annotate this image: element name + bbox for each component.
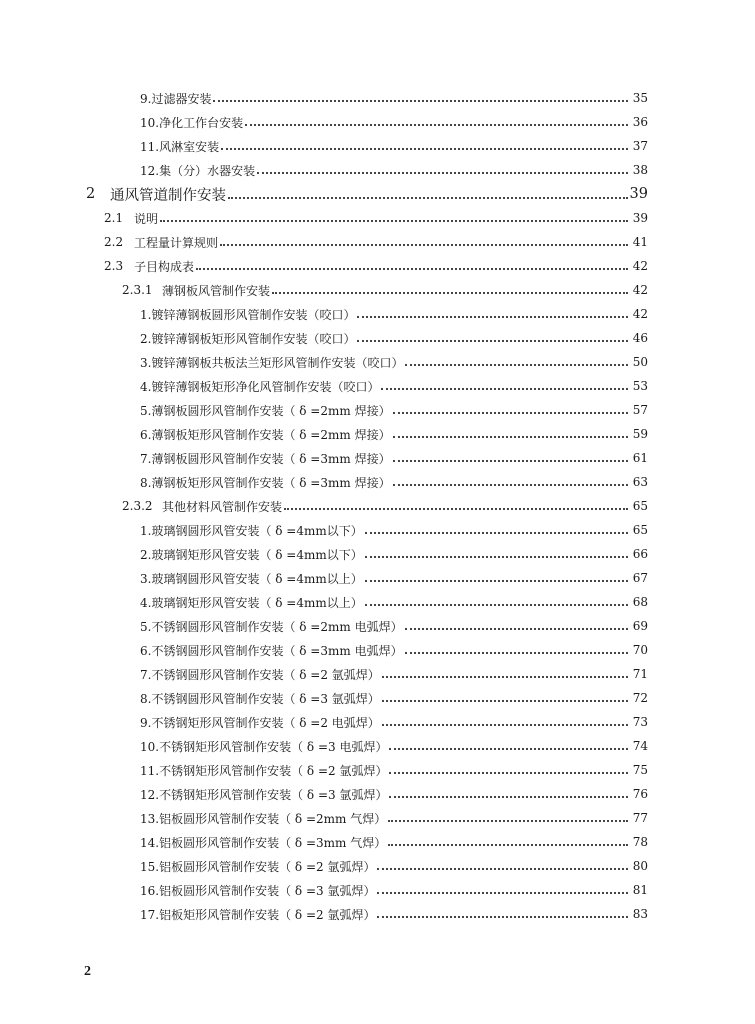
toc-entry-number: 2.1 <box>104 211 124 225</box>
toc-entry-page: 69 <box>632 619 648 633</box>
toc-entry-page: 81 <box>632 883 648 897</box>
toc-entry[interactable] <box>140 712 648 732</box>
toc-entry-page: 72 <box>632 691 648 705</box>
toc-entry-title: 6.不锈钢圆形风管制作安装（ δ =3mm 电弧焊） <box>140 643 403 658</box>
toc-entry[interactable] <box>140 400 648 420</box>
toc-entry-page: 66 <box>632 547 648 561</box>
toc-entry[interactable] <box>140 784 648 804</box>
toc-entry-number: 2.3 <box>104 259 124 273</box>
toc-dot-leader <box>405 652 628 654</box>
toc-entry[interactable] <box>140 568 648 588</box>
toc-dot-leader <box>389 748 628 750</box>
toc-entry-page: 42 <box>632 283 648 297</box>
toc-dot-leader <box>284 508 628 510</box>
toc-entry-title: 10.不锈钢矩形风管制作安装（ δ =3 电弧焊） <box>140 739 388 754</box>
toc-dot-leader <box>389 772 628 774</box>
toc-dot-leader <box>365 580 628 582</box>
toc-entry-title: 17.铝板矩形风管制作安装（ δ =2 氩弧焊） <box>140 907 376 922</box>
toc-dot-leader <box>357 316 628 318</box>
toc-entry[interactable] <box>104 208 648 228</box>
toc-entry-title: 16.铝板圆形风管制作安装（ δ =3 氩弧焊） <box>140 883 376 898</box>
toc-entry-page: 57 <box>632 403 648 417</box>
toc-dot-leader <box>365 532 628 534</box>
toc-entry-title: 工程量计算规则 <box>134 235 219 250</box>
toc-dot-leader <box>377 892 628 894</box>
toc-entry-page: 70 <box>632 643 648 657</box>
toc-dot-leader <box>377 916 628 918</box>
toc-entry-page: 74 <box>632 739 648 753</box>
toc-entry[interactable] <box>104 232 648 252</box>
toc-entry[interactable] <box>86 184 648 204</box>
toc-dot-leader <box>221 148 628 150</box>
toc-entry-page: 42 <box>632 259 648 273</box>
toc-dot-leader <box>405 628 628 630</box>
toc-entry-page: 77 <box>632 811 648 825</box>
toc-entry[interactable] <box>140 688 648 708</box>
toc-entry-page: 39 <box>629 186 648 202</box>
toc-dot-leader <box>382 676 628 678</box>
toc-entry[interactable] <box>140 904 648 924</box>
toc-entry-page: 41 <box>632 235 648 249</box>
toc-dot-leader <box>365 556 628 558</box>
toc-entry[interactable] <box>140 472 648 492</box>
toc-entry-page: 65 <box>632 499 648 513</box>
toc-entry[interactable] <box>140 136 648 156</box>
toc-entry[interactable] <box>140 376 648 396</box>
toc-entry-title: 11.不锈钢矩形风管制作安装（ δ =2 氩弧焊） <box>140 763 388 778</box>
toc-dot-leader <box>388 820 628 822</box>
toc-entry-title: 15.铝板圆形风管制作安装（ δ =2 氩弧焊） <box>140 859 376 874</box>
toc-dot-leader <box>357 340 628 342</box>
toc-dot-leader <box>382 700 628 702</box>
toc-entry[interactable] <box>140 808 648 828</box>
toc-entry-page: 39 <box>632 211 648 225</box>
toc-entry-title: 薄钢板风管制作安装 <box>162 283 271 298</box>
toc-entry-number: 2.3.2 <box>122 499 153 513</box>
toc-entry[interactable] <box>122 280 648 300</box>
toc-entry[interactable] <box>122 496 648 516</box>
toc-entry-page: 83 <box>632 907 648 921</box>
toc-entry[interactable] <box>140 592 648 612</box>
toc-dot-leader <box>393 484 628 486</box>
toc-entry-page: 35 <box>632 91 648 105</box>
toc-entry-page: 36 <box>632 115 648 129</box>
toc-entry-page: 38 <box>632 163 648 177</box>
toc-entry[interactable] <box>140 352 648 372</box>
toc-entry-page: 76 <box>632 787 648 801</box>
toc-dot-leader <box>228 197 628 199</box>
toc-entry-title: 其他材料风管制作安装 <box>162 499 283 514</box>
toc-entry-page: 71 <box>632 667 648 681</box>
toc-dot-leader <box>388 844 628 846</box>
toc-entry-title: 3.玻璃钢圆形风管安装（ δ =4mm以上） <box>140 571 363 586</box>
toc-dot-leader <box>196 268 628 270</box>
toc-entry[interactable] <box>140 760 648 780</box>
toc-entry-title: 1.玻璃钢圆形风管安装（ δ =4mm以下） <box>140 523 363 538</box>
toc-entry[interactable] <box>140 160 648 180</box>
toc-dot-leader <box>365 604 628 606</box>
toc-entry-page: 68 <box>632 595 648 609</box>
toc-entry[interactable] <box>140 616 648 636</box>
toc-dot-leader <box>377 868 628 870</box>
toc-entry-title: 子目构成表 <box>134 259 195 274</box>
toc-entry-page: 50 <box>632 355 648 369</box>
toc-dot-leader <box>213 100 628 102</box>
toc-dot-leader <box>381 388 628 390</box>
toc-entry-title: 12.集（分）水器安装 <box>140 163 256 178</box>
toc-dot-leader <box>393 460 628 462</box>
toc-entry-page: 75 <box>632 763 648 777</box>
toc-entry[interactable] <box>140 328 648 348</box>
toc-dot-leader <box>393 436 628 438</box>
toc-entry-page: 67 <box>632 571 648 585</box>
toc-entry-page: 73 <box>632 715 648 729</box>
toc-entry[interactable] <box>140 88 648 108</box>
toc-entry-page: 46 <box>632 331 648 345</box>
toc-dot-leader <box>220 244 628 246</box>
toc-entry-title: 4.镀锌薄钢板矩形净化风管制作安装（咬口） <box>140 379 380 394</box>
toc-entry-number: 2.3.1 <box>122 283 153 297</box>
toc-entry-title: 1.镀锌薄钢板圆形风管制作安装（咬口） <box>140 307 356 322</box>
toc-entry-title: 说明 <box>134 211 159 226</box>
toc-dot-leader <box>405 364 628 366</box>
toc-entry-page: 65 <box>632 523 648 537</box>
toc-entry-page: 63 <box>632 475 648 489</box>
toc-entry[interactable] <box>140 304 648 324</box>
toc-entry-title: 4.玻璃钢矩形风管安装（ δ =4mm以上） <box>140 595 363 610</box>
toc-entry[interactable] <box>140 832 648 852</box>
toc-entry-page: 78 <box>632 835 648 849</box>
toc-entry-title: 7.薄钢板圆形风管制作安装（ δ =3mm 焊接） <box>140 451 391 466</box>
toc-entry[interactable] <box>140 112 648 132</box>
toc-entry-title: 9.过滤器安装 <box>140 91 212 106</box>
toc-entry-page: 61 <box>632 451 648 465</box>
toc-entry-page: 53 <box>632 379 648 393</box>
toc-entry-title: 2.玻璃钢矩形风管安装（ δ =4mm以下） <box>140 547 363 562</box>
toc-dot-leader <box>382 724 628 726</box>
toc-entry[interactable] <box>140 640 648 660</box>
toc-entry[interactable] <box>140 520 648 540</box>
toc-entry-title: 5.薄钢板圆形风管制作安装（ δ =2mm 焊接） <box>140 403 391 418</box>
toc-entry[interactable] <box>140 880 648 900</box>
toc-entry-page: 80 <box>632 859 648 873</box>
toc-entry-title: 11.风淋室安装 <box>140 139 220 154</box>
toc-entry-page: 59 <box>632 427 648 441</box>
toc-dot-leader <box>389 796 628 798</box>
toc-entry[interactable] <box>140 448 648 468</box>
toc-entry-title: 通风管道制作安装 <box>110 187 226 204</box>
toc-entry-title: 3.镀锌薄钢板共板法兰矩形风管制作安装（咬口） <box>140 355 404 370</box>
toc-entry-title: 8.不锈钢圆形风管制作安装（ δ =3 氩弧焊） <box>140 691 380 706</box>
toc-entry-title: 2.镀锌薄钢板矩形风管制作安装（咬口） <box>140 331 356 346</box>
toc-entry-number: 2.2 <box>104 235 124 249</box>
toc-entry-title: 9.不锈钢矩形风管制作安装（ δ =2 电弧焊） <box>140 715 380 730</box>
toc-entry[interactable] <box>140 736 648 756</box>
toc-entry-title: 12.不锈钢矩形风管制作安装（ δ =3 氩弧焊） <box>140 787 388 802</box>
toc-entry-page: 37 <box>632 139 648 153</box>
toc-dot-leader <box>257 172 628 174</box>
toc-entry-title: 14.铝板圆形风管制作安装（ δ =3mm 气焊） <box>140 835 387 850</box>
toc-dot-leader <box>160 220 628 222</box>
toc-entry-number: 2 <box>86 186 96 202</box>
toc-entry[interactable] <box>104 256 648 276</box>
toc-entry-title: 13.铝板圆形风管制作安装（ δ =2mm 气焊） <box>140 811 387 826</box>
toc-entry-title: 6.薄钢板矩形风管制作安装（ δ =2mm 焊接） <box>140 427 391 442</box>
toc-dot-leader <box>393 412 628 414</box>
toc-entry-title: 5.不锈钢圆形风管制作安装（ δ =2mm 电弧焊） <box>140 619 403 634</box>
toc-entry[interactable] <box>140 424 648 444</box>
toc-entry-page: 42 <box>632 307 648 321</box>
toc-entry[interactable] <box>140 664 648 684</box>
toc-entry-title: 8.薄钢板矩形风管制作安装（ δ =3mm 焊接） <box>140 475 391 490</box>
toc-entry-title: 7.不锈钢圆形风管制作安装（ δ =2 氩弧焊） <box>140 667 380 682</box>
toc-dot-leader <box>245 124 628 126</box>
toc-entry-title: 10.净化工作台安装 <box>140 115 244 130</box>
page-number: 2 <box>84 964 91 979</box>
toc-entry[interactable] <box>140 544 648 564</box>
toc-dot-leader <box>272 292 628 294</box>
toc-entry[interactable] <box>140 856 648 876</box>
